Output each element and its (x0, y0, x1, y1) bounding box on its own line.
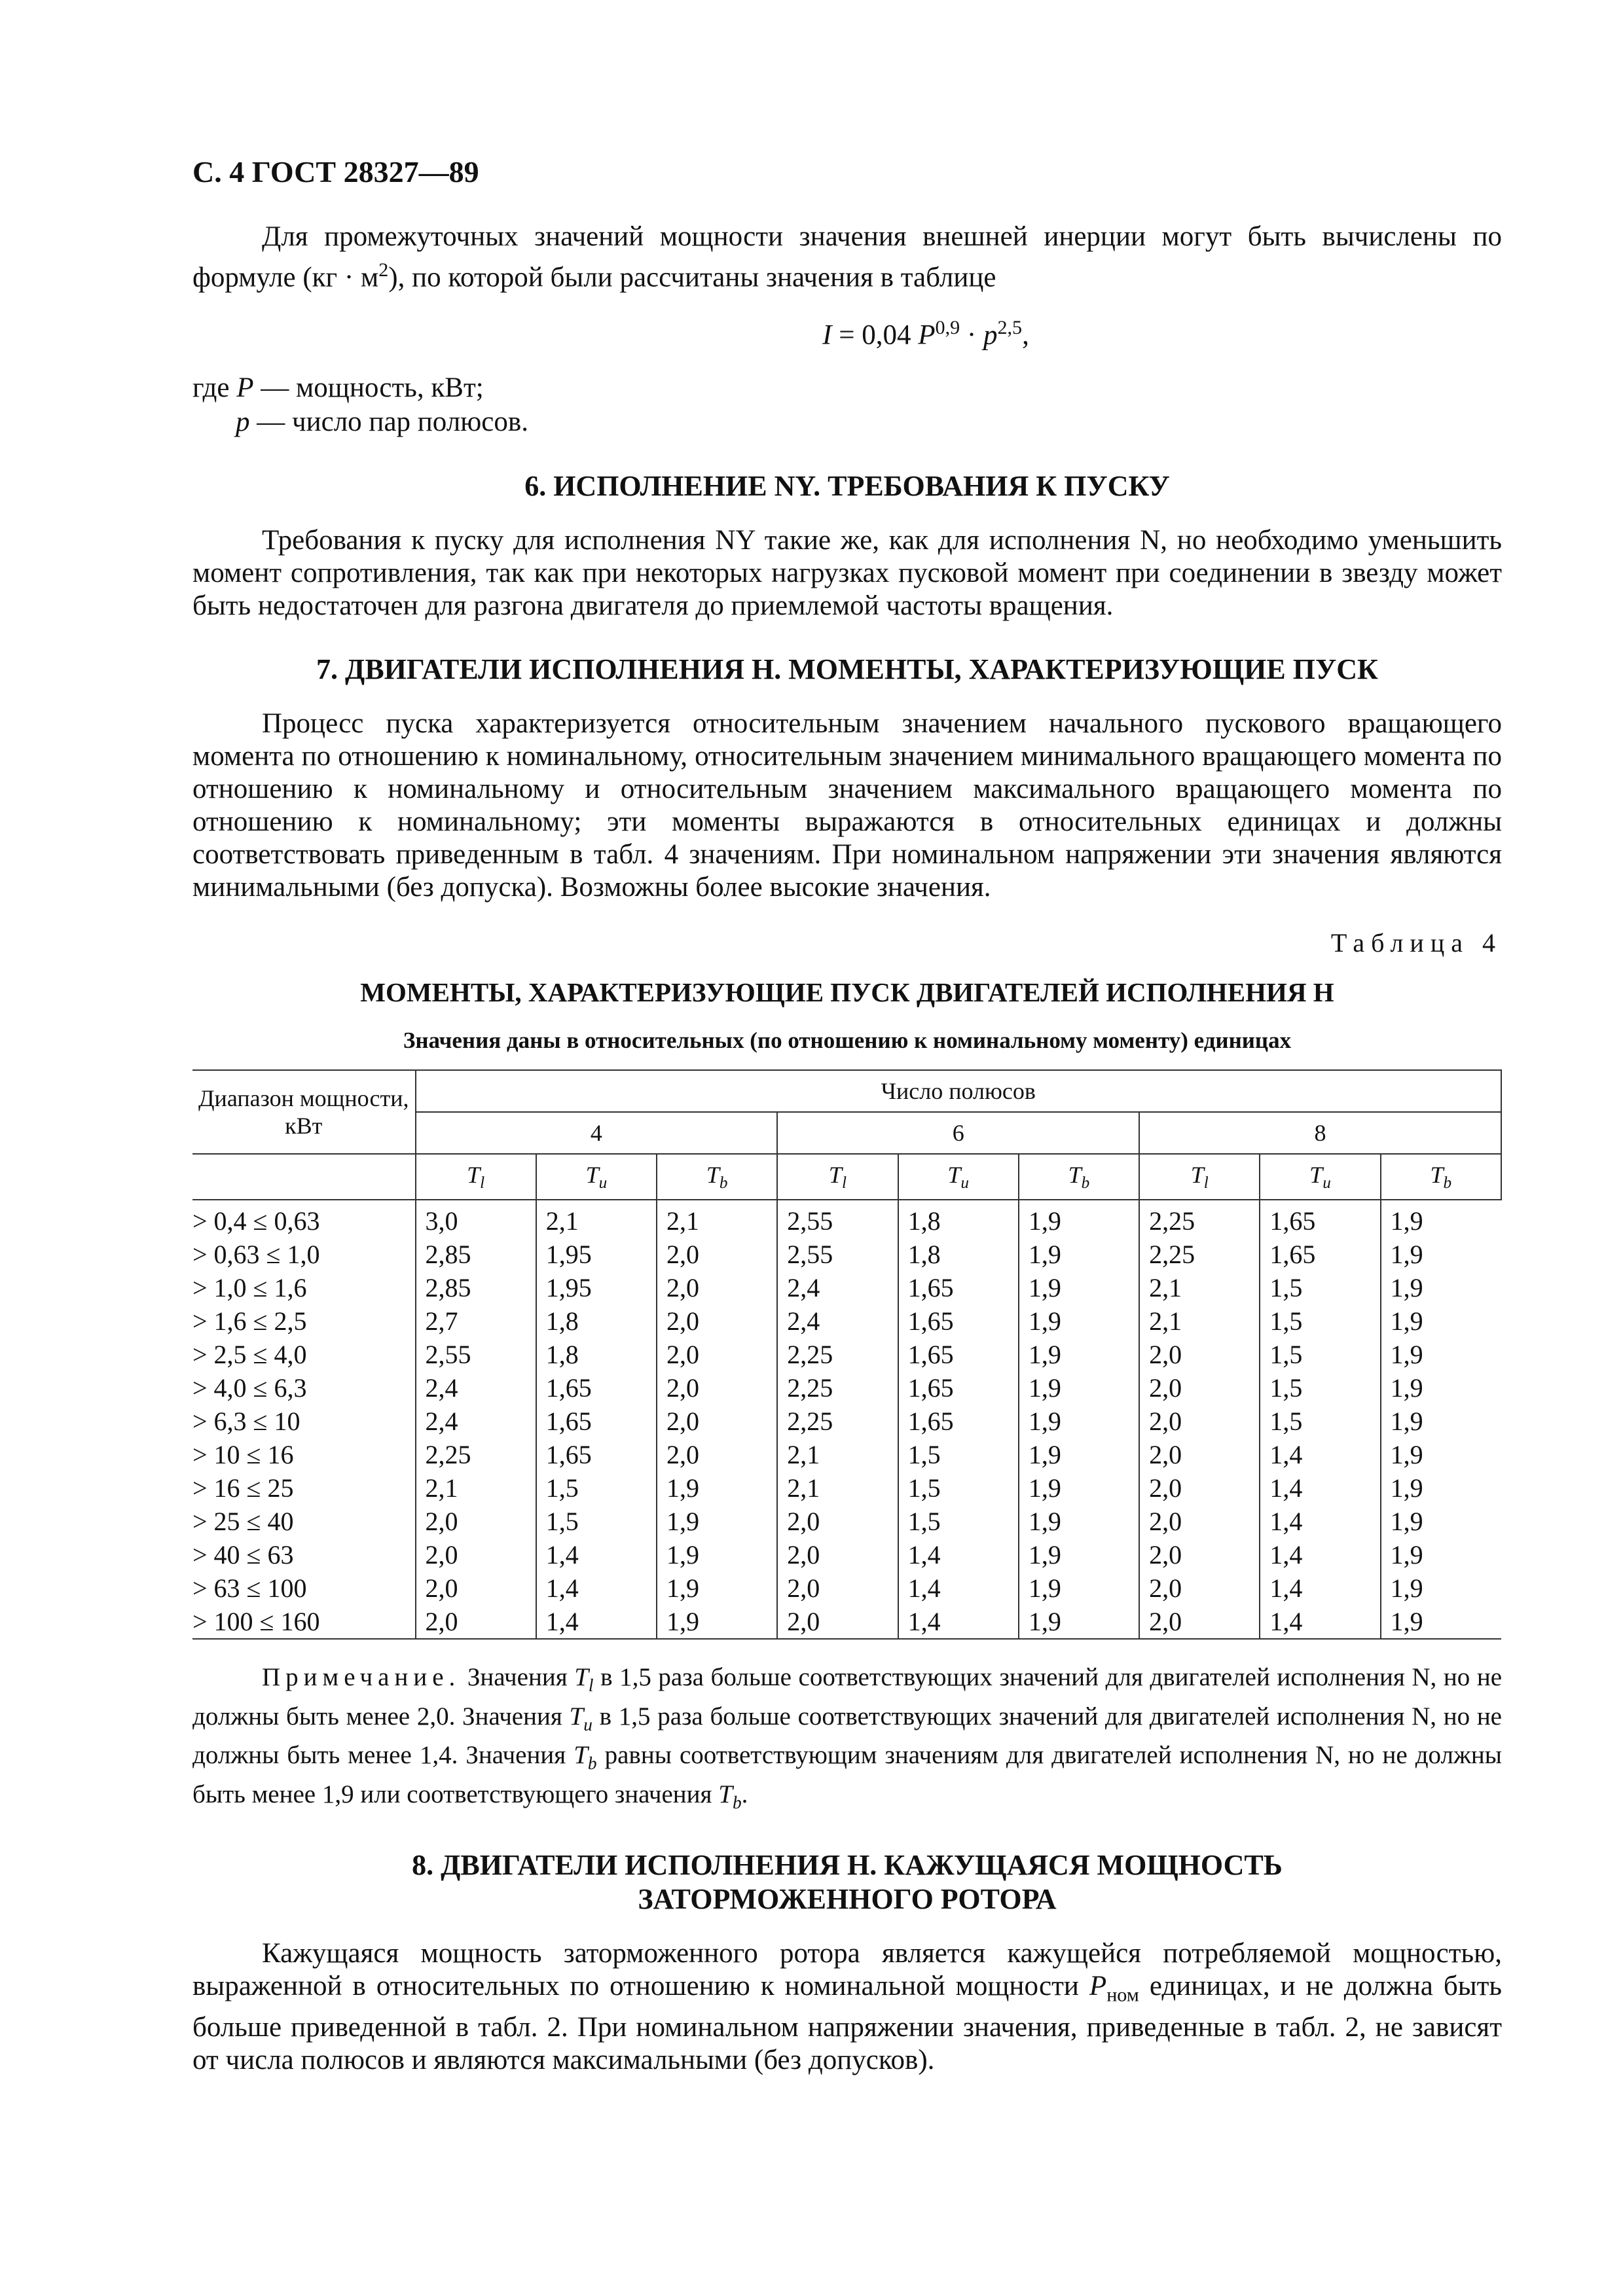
torque-value-cell: 2,0 (657, 1304, 777, 1338)
torque-value-cell: 2,0 (1139, 1371, 1260, 1405)
torque-value-cell: 1,4 (1260, 1438, 1380, 1471)
power-range-cell: > 63 ≤ 100 (192, 1573, 307, 1603)
torque-value-cell: 1,9 (1019, 1505, 1139, 1538)
section-8-text: Кажущаяся мощность заторможенного ротора является кажущейся потребляемой мощностью, выраженной в относительных по отношению к номинальной мощности $P_{ном}$ единицах, и не должна быть больше приведенной в табл. 2. При номинальном напряжении значения, приведенные в табл. 2, не зависят от числа полюсов и являются максимальными (без допусков). (192, 1938, 1502, 2075)
table-row (192, 1571, 1501, 1605)
torque-value-cell: 2,25 (777, 1338, 898, 1371)
torque-value-cell: 2,0 (657, 1271, 777, 1304)
torque-value-cell: 1,95 (536, 1271, 657, 1304)
header-poles: Число полюсов (416, 1070, 1502, 1112)
torque-value-cell: 2,1 (536, 1200, 657, 1238)
torque-value-cell: 2,0 (657, 1371, 777, 1405)
page-header: С. 4 ГОСТ 28327—89 (192, 155, 479, 188)
torque-value-cell: 1,65 (536, 1405, 657, 1438)
torque-value-cell: 1,9 (1381, 1238, 1501, 1271)
torque-value-cell: 1,8 (536, 1338, 657, 1371)
torque-value-cell: 1,65 (536, 1371, 657, 1405)
torque-value-cell: 1,5 (898, 1505, 1019, 1538)
power-range-cell: > 100 ≤ 160 (192, 1606, 320, 1636)
torque-value-cell: 2,25 (777, 1371, 898, 1405)
torque-value-cell: 2,0 (657, 1238, 777, 1271)
torque-value-cell: 2,4 (416, 1371, 536, 1405)
torque-value-cell: 1,9 (1019, 1338, 1139, 1371)
torque-value-cell: 2,0 (1139, 1538, 1260, 1571)
torque-value-cell: 1,9 (1019, 1405, 1139, 1438)
torque-value-cell: 1,8 (898, 1200, 1019, 1238)
torque-value-cell: 1,4 (1260, 1571, 1380, 1605)
torque-value-cell: 1,9 (1381, 1405, 1501, 1438)
torque-value-cell: 1,5 (536, 1505, 657, 1538)
header-poles-6: 6 (777, 1112, 1139, 1154)
torque-value-cell: 1,9 (657, 1505, 777, 1538)
torque-value-cell: 2,85 (416, 1271, 536, 1304)
torque-value-cell: 2,0 (1139, 1338, 1260, 1371)
table-row (192, 1200, 1501, 1238)
torque-value-cell: 1,9 (1019, 1605, 1139, 1639)
torque-value-cell: 1,4 (898, 1605, 1019, 1639)
torque-value-cell: 2,1 (657, 1200, 777, 1238)
power-range-cell: > 16 ≤ 25 (192, 1473, 294, 1503)
power-range-cell: > 0,4 ≤ 0,63 (192, 1206, 320, 1236)
power-range-cell: > 10 ≤ 16 (192, 1439, 294, 1469)
torque-value-cell: 1,4 (898, 1571, 1019, 1605)
header-poles-8: 8 (1139, 1112, 1501, 1154)
torque-value-cell: 2,0 (1139, 1438, 1260, 1471)
torque-value-cell: 1,4 (898, 1538, 1019, 1571)
intro-paragraph: Для промежуточных значений мощности значения внешней инерции могут быть вычислены по формуле $(кг \cdot м^2)$, по которой были рассчитаны значения в таблице (192, 221, 1502, 293)
header-symbol: $T_u$ (898, 1154, 1019, 1200)
header-symbol: $T_b$ (657, 1154, 777, 1200)
torque-value-cell: 1,9 (1381, 1200, 1501, 1238)
torque-value-cell: 2,0 (1139, 1471, 1260, 1505)
torque-value-cell: 1,5 (1260, 1405, 1380, 1438)
torque-value-cell: 2,0 (1139, 1505, 1260, 1538)
torque-value-cell: 2,0 (416, 1605, 536, 1639)
torque-value-cell: 1,4 (1260, 1605, 1380, 1639)
torque-value-cell: 2,4 (777, 1304, 898, 1338)
table-row (192, 1304, 1501, 1338)
table-row (192, 1438, 1501, 1471)
torque-value-cell: 2,0 (416, 1538, 536, 1571)
torque-value-cell: 1,9 (1019, 1571, 1139, 1605)
torque-value-cell: 2,55 (777, 1200, 898, 1238)
table-row (192, 1405, 1501, 1438)
header-blank (192, 1154, 416, 1200)
torque-value-cell: 2,25 (777, 1405, 898, 1438)
torque-value-cell: 1,65 (1260, 1238, 1380, 1271)
header-symbol: $T_u$ (1260, 1154, 1380, 1200)
torque-value-cell: 1,9 (1381, 1505, 1501, 1538)
torque-table (192, 1069, 1502, 1640)
table-row (192, 1471, 1501, 1505)
torque-value-cell: 1,4 (536, 1571, 657, 1605)
power-range-cell: > 40 ≤ 63 (192, 1539, 294, 1570)
torque-value-cell: 2,0 (416, 1505, 536, 1538)
power-range-cell: > 1,0 ≤ 1,6 (192, 1272, 307, 1302)
torque-value-cell: 1,4 (1260, 1538, 1380, 1571)
section-8-title: 8. ДВИГАТЕЛИ ИСПОЛНЕНИЯ Н. КАЖУЩАЯСЯ МОЩНОСТЬ ЗАТОРМОЖЕННОГО РОТОРА (412, 1849, 1283, 1916)
section-7-title: 7. ДВИГАТЕЛИ ИСПОЛНЕНИЯ Н. МОМЕНТЫ, ХАРАКТЕРИЗУЮЩИЕ ПУСК (316, 653, 1378, 685)
torque-value-cell: 2,0 (777, 1505, 898, 1538)
torque-value-cell: 1,9 (1019, 1271, 1139, 1304)
header-symbol: $T_u$ (536, 1154, 657, 1200)
torque-value-cell: 2,85 (416, 1238, 536, 1271)
power-range-cell: > 2,5 ≤ 4,0 (192, 1339, 307, 1369)
header-symbol: $T_l$ (777, 1154, 898, 1200)
torque-value-cell: 2,7 (416, 1304, 536, 1338)
section-6-title: 6. ИСПОЛНЕНИЕ NY. ТРЕБОВАНИЯ К ПУСКУ (524, 469, 1170, 502)
torque-value-cell: 2,4 (777, 1271, 898, 1304)
torque-value-cell: 1,4 (1260, 1471, 1380, 1505)
torque-value-cell: 1,9 (1381, 1571, 1501, 1605)
torque-value-cell: 1,9 (1381, 1605, 1501, 1639)
torque-value-cell: 2,55 (777, 1238, 898, 1271)
torque-value-cell: 2,0 (777, 1538, 898, 1571)
torque-value-cell: 2,1 (1139, 1271, 1260, 1304)
torque-value-cell: 1,65 (898, 1271, 1019, 1304)
torque-value-cell: 1,5 (1260, 1271, 1380, 1304)
torque-value-cell: 1,65 (898, 1405, 1019, 1438)
torque-value-cell: 2,55 (416, 1338, 536, 1371)
formula-legend: где P — мощность, кВт; p — число пар полюсов. (192, 372, 528, 437)
torque-value-cell: 1,9 (1019, 1471, 1139, 1505)
torque-value-cell: 1,9 (657, 1571, 777, 1605)
table-row (192, 1538, 1501, 1571)
table-row (192, 1371, 1501, 1405)
torque-value-cell: 2,25 (1139, 1200, 1260, 1238)
torque-value-cell: 1,9 (1019, 1200, 1139, 1238)
torque-value-cell: 1,95 (536, 1238, 657, 1271)
header-poles-4: 4 (416, 1112, 778, 1154)
power-range-cell: > 6,3 ≤ 10 (192, 1406, 301, 1436)
table-row (192, 1271, 1501, 1304)
torque-value-cell: 2,25 (416, 1438, 536, 1471)
table-row (192, 1238, 1501, 1271)
document-page (192, 154, 1502, 2077)
torque-value-cell: 2,0 (1139, 1571, 1260, 1605)
table-number: Таблица 4 (1330, 927, 1502, 958)
torque-value-cell: 1,4 (1260, 1505, 1380, 1538)
torque-value-cell: 1,9 (657, 1538, 777, 1571)
torque-value-cell: 1,8 (536, 1304, 657, 1338)
torque-value-cell: 2,0 (777, 1571, 898, 1605)
table-row (192, 1338, 1501, 1371)
torque-value-cell: 1,5 (1260, 1338, 1380, 1371)
torque-value-cell: 1,9 (1381, 1471, 1501, 1505)
torque-value-cell: 2,0 (1139, 1605, 1260, 1639)
table-title: МОМЕНТЫ, ХАРАКТЕРИЗУЮЩИЕ ПУСК ДВИГАТЕЛЕЙ ИСПОЛНЕНИЯ Н (360, 977, 1334, 1007)
header-power-range: Диапазон мощности, кВт (192, 1070, 416, 1154)
torque-value-cell: 1,9 (1019, 1538, 1139, 1571)
torque-value-cell: 1,9 (1019, 1438, 1139, 1471)
torque-value-cell: 1,65 (898, 1338, 1019, 1371)
torque-value-cell: 1,65 (536, 1438, 657, 1471)
torque-value-cell: 1,4 (536, 1538, 657, 1571)
torque-value-cell: 1,9 (657, 1471, 777, 1505)
torque-value-cell: 1,5 (898, 1438, 1019, 1471)
power-range-cell: > 4,0 ≤ 6,3 (192, 1372, 307, 1403)
torque-value-cell: 1,9 (1381, 1538, 1501, 1571)
torque-value-cell: 2,0 (777, 1605, 898, 1639)
power-range-cell: > 25 ≤ 40 (192, 1506, 294, 1536)
torque-value-cell: 1,5 (1260, 1304, 1380, 1338)
torque-value-cell: 1,9 (657, 1605, 777, 1639)
torque-value-cell: 1,9 (1381, 1271, 1501, 1304)
torque-value-cell: 1,5 (1260, 1371, 1380, 1405)
torque-value-cell: 1,9 (1019, 1371, 1139, 1405)
torque-value-cell: 2,1 (416, 1471, 536, 1505)
table-row (192, 1505, 1501, 1538)
torque-value-cell: 1,65 (898, 1304, 1019, 1338)
torque-value-cell: 2,1 (777, 1471, 898, 1505)
torque-value-cell: 2,1 (1139, 1304, 1260, 1338)
power-range-cell: > 1,6 ≤ 2,5 (192, 1306, 307, 1336)
torque-value-cell: 1,8 (898, 1238, 1019, 1271)
torque-value-cell: 3,0 (416, 1200, 536, 1238)
torque-value-cell: 2,0 (657, 1338, 777, 1371)
torque-value-cell: 1,65 (1260, 1200, 1380, 1238)
header-symbol: $T_b$ (1019, 1154, 1139, 1200)
table-subtitle: Значения даны в относительных (по отношению к номинальному моменту) единицах (403, 1027, 1292, 1053)
torque-value-cell: 1,9 (1381, 1371, 1501, 1405)
torque-value-cell: 1,9 (1019, 1238, 1139, 1271)
torque-value-cell: 1,65 (898, 1371, 1019, 1405)
torque-value-cell: 1,9 (1381, 1338, 1501, 1371)
torque-value-cell: 2,0 (657, 1405, 777, 1438)
torque-value-cell: 1,9 (1019, 1304, 1139, 1338)
torque-value-cell: 2,0 (416, 1571, 536, 1605)
torque-value-cell: 1,5 (536, 1471, 657, 1505)
section-7-text: Процесс пуска характеризуется относительным значением начального пускового вращающего момента по отношению к номинальному, относительным значением минимального вращающего момента по отношению к номинальному и относительным значением максимального вращающего момента по отношению к номинальному; эти моменты выражаются в относительных единицах и должны соответствовать приведенным в табл. 4 значениям. При номинальном напряжении эти значения являются минимальными (без допуска). Возможны более высокие значения. (192, 708, 1502, 903)
header-symbol: $T_l$ (416, 1154, 536, 1200)
torque-value-cell: 1,9 (1381, 1304, 1501, 1338)
header-symbol: $T_l$ (1139, 1154, 1260, 1200)
inertia-formula: I = 0,04 $P^{0,9} \cdot p^{2,5}$, (822, 316, 1029, 351)
power-range-cell: > 0,63 ≤ 1,0 (192, 1239, 320, 1269)
table-row (192, 1605, 1501, 1639)
torque-value-cell: 2,25 (1139, 1238, 1260, 1271)
torque-value-cell: 1,5 (898, 1471, 1019, 1505)
torque-value-cell: 2,1 (777, 1438, 898, 1471)
header-symbol: $T_b$ (1381, 1154, 1501, 1200)
torque-value-cell: 2,0 (1139, 1405, 1260, 1438)
torque-value-cell: 1,9 (1381, 1438, 1501, 1471)
torque-value-cell: 2,0 (657, 1438, 777, 1471)
section-6-text: Требования к пуску для исполнения NY такие же, как для исполнения N, но необходимо уменьшить момент сопротивления, так как при некоторых нагрузках пусковой момент при соединении в звезду может быть недостаточен для разгона двигателя до приемлемой частоты вращения. (192, 524, 1502, 621)
torque-value-cell: 2,4 (416, 1405, 536, 1438)
torque-value-cell: 1,4 (536, 1605, 657, 1639)
table-note: Примечание. Значения $T_l$ в 1,5 раза больше соответствующих значений для двигателей исполнения N, но не должны быть менее 2,0. Значения $T_u$ в 1,5 раза больше соответствующих значений для двигателей исполнения N, но не должны быть менее 1,4. Значения $T_b$ равны соответствующим значениям для двигателей исполнения N, но не должны быть менее 1,9 или соответствующего значения $T_b$. (192, 1662, 1503, 1813)
